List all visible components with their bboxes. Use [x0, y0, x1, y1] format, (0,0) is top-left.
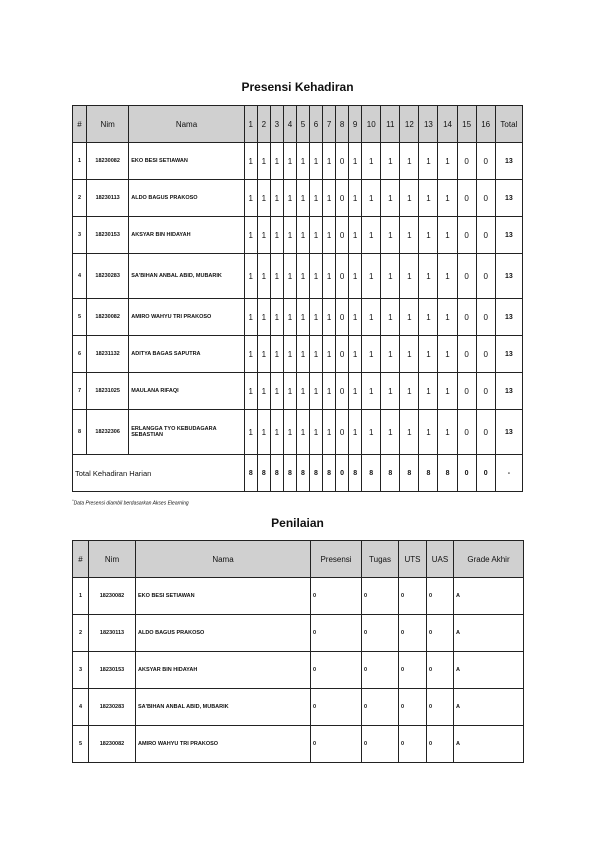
presensi-header-cell: 1 — [244, 106, 257, 143]
penilaian-header-cell: Grade Akhir — [454, 541, 524, 578]
score-uas: 0 — [427, 726, 454, 763]
attendance-cell: 1 — [381, 410, 400, 455]
presensi-row — [73, 254, 523, 299]
row-number: 4 — [73, 254, 87, 299]
attendance-cell: 1 — [270, 180, 283, 217]
attendance-cell: 0 — [457, 299, 476, 336]
penilaian-row — [73, 726, 524, 763]
attendance-cell: 1 — [349, 143, 362, 180]
attendance-cell: 1 — [438, 217, 457, 254]
attendance-cell: 0 — [336, 143, 349, 180]
presensi-header-cell: 14 — [438, 106, 457, 143]
daily-total-cell: 0 — [476, 455, 495, 492]
attendance-cell: 1 — [270, 217, 283, 254]
attendance-cell: 1 — [362, 180, 381, 217]
attendance-cell: 0 — [457, 373, 476, 410]
student-name: AMIRO WAHYU TRI PRAKOSO — [129, 299, 245, 336]
attendance-cell: 0 — [336, 373, 349, 410]
row-number: 4 — [73, 689, 89, 726]
row-number: 5 — [73, 299, 87, 336]
presensi-row — [73, 217, 523, 254]
attendance-cell: 1 — [438, 254, 457, 299]
daily-total-cell: 8 — [362, 455, 381, 492]
attendance-cell: 1 — [309, 410, 322, 455]
attendance-cell: 1 — [309, 373, 322, 410]
attendance-cell: 1 — [323, 143, 336, 180]
student-name: ALDO BAGUS PRAKOSO — [129, 180, 245, 217]
presensi-row — [73, 410, 523, 455]
presensi-header-cell: 3 — [270, 106, 283, 143]
attendance-cell: 1 — [244, 254, 257, 299]
attendance-cell: 1 — [438, 299, 457, 336]
attendance-cell: 1 — [438, 180, 457, 217]
attendance-cell: 0 — [457, 143, 476, 180]
attendance-cell: 1 — [283, 254, 296, 299]
daily-total-cell: 0 — [336, 455, 349, 492]
penilaian-row — [73, 652, 524, 689]
attendance-cell: 0 — [457, 254, 476, 299]
daily-total-cell: 8 — [309, 455, 322, 492]
attendance-cell: 1 — [419, 299, 438, 336]
daily-total-cell: 8 — [349, 455, 362, 492]
presensi-row — [73, 299, 523, 336]
attendance-cell: 1 — [323, 217, 336, 254]
attendance-cell: 1 — [419, 254, 438, 299]
penilaian-row — [73, 689, 524, 726]
student-name: EKO BESI SETIAWAN — [136, 578, 311, 615]
daily-total-cell: 8 — [257, 455, 270, 492]
student-nim: 18230082 — [89, 726, 136, 763]
penilaian-table — [72, 540, 524, 763]
row-number: 3 — [73, 652, 89, 689]
attendance-cell: 0 — [457, 336, 476, 373]
score-uts: 0 — [399, 652, 427, 689]
score-tugas: 0 — [362, 726, 399, 763]
daily-total-cell: 8 — [323, 455, 336, 492]
attendance-cell: 1 — [438, 143, 457, 180]
attendance-cell: 1 — [296, 299, 309, 336]
attendance-cell: 1 — [296, 373, 309, 410]
student-name: SA'BIHAN ANBAL ABID, MUBARIK — [136, 689, 311, 726]
score-uas: 0 — [427, 652, 454, 689]
attendance-cell: 1 — [270, 299, 283, 336]
student-nim: 18230082 — [87, 299, 129, 336]
attendance-total: 13 — [495, 217, 522, 254]
attendance-cell: 1 — [296, 217, 309, 254]
presensi-header-cell: Nama — [129, 106, 245, 143]
attendance-cell: 1 — [362, 410, 381, 455]
daily-total-cell: 8 — [419, 455, 438, 492]
attendance-cell: 1 — [283, 143, 296, 180]
attendance-cell: 1 — [419, 180, 438, 217]
attendance-total: 13 — [495, 299, 522, 336]
attendance-cell: 0 — [336, 410, 349, 455]
attendance-cell: 1 — [244, 143, 257, 180]
attendance-cell: 1 — [438, 373, 457, 410]
presensi-note-text: Data Presensi diambil berdasarkan Akses Elearning — [73, 500, 189, 507]
final-grade: A — [454, 615, 524, 652]
daily-total-overall: - — [495, 455, 522, 492]
presensi-header-cell: 9 — [349, 106, 362, 143]
attendance-cell: 1 — [362, 217, 381, 254]
student-nim: 18230283 — [89, 689, 136, 726]
presensi-header-cell: 2 — [257, 106, 270, 143]
attendance-cell: 1 — [257, 410, 270, 455]
student-nim: 18230153 — [89, 652, 136, 689]
daily-total-cell: 8 — [283, 455, 296, 492]
penilaian-row — [73, 615, 524, 652]
attendance-cell: 1 — [309, 336, 322, 373]
attendance-total: 13 — [495, 336, 522, 373]
attendance-cell: 1 — [257, 373, 270, 410]
score-uts: 0 — [399, 726, 427, 763]
attendance-cell: 0 — [336, 180, 349, 217]
presensi-header-row — [73, 106, 523, 143]
presensi-header-cell: Nim — [87, 106, 129, 143]
score-presensi: 0 — [311, 578, 362, 615]
attendance-cell: 0 — [476, 254, 495, 299]
presensi-footer-row — [73, 455, 523, 492]
score-tugas: 0 — [362, 689, 399, 726]
presensi-header-cell: 10 — [362, 106, 381, 143]
presensi-header-cell: 5 — [296, 106, 309, 143]
student-name: ERLANGGA TYO KEBUDAGARA SEBASTIAN — [129, 410, 245, 455]
row-number: 1 — [73, 578, 89, 615]
attendance-cell: 1 — [283, 410, 296, 455]
daily-total-cell: 0 — [457, 455, 476, 492]
score-presensi: 0 — [311, 615, 362, 652]
presensi-note: *Data Presensi diambil berdasarkan Akses Elearning — [72, 498, 189, 507]
attendance-cell: 1 — [349, 254, 362, 299]
attendance-cell: 1 — [323, 336, 336, 373]
attendance-cell: 1 — [270, 143, 283, 180]
presensi-header-cell: Total — [495, 106, 522, 143]
attendance-cell: 0 — [336, 254, 349, 299]
penilaian-header-cell: Presensi — [311, 541, 362, 578]
daily-total-label: Total Kehadiran Harian — [73, 455, 245, 492]
presensi-header-cell: 13 — [419, 106, 438, 143]
attendance-cell: 1 — [244, 180, 257, 217]
final-grade: A — [454, 652, 524, 689]
score-uas: 0 — [427, 689, 454, 726]
attendance-cell: 1 — [381, 336, 400, 373]
row-number: 6 — [73, 336, 87, 373]
attendance-cell: 1 — [296, 180, 309, 217]
student-nim: 18230082 — [87, 143, 129, 180]
final-grade: A — [454, 689, 524, 726]
attendance-cell: 1 — [381, 373, 400, 410]
score-uts: 0 — [399, 689, 427, 726]
student-name: ADITYA BAGAS SAPUTRA — [129, 336, 245, 373]
row-number: 5 — [73, 726, 89, 763]
attendance-cell: 1 — [400, 410, 419, 455]
attendance-cell: 1 — [309, 254, 322, 299]
attendance-cell: 1 — [400, 180, 419, 217]
student-nim: 18231025 — [87, 373, 129, 410]
student-name: MAULANA RIFAQI — [129, 373, 245, 410]
attendance-total: 13 — [495, 180, 522, 217]
daily-total-cell: 8 — [270, 455, 283, 492]
attendance-cell: 1 — [257, 217, 270, 254]
attendance-cell: 0 — [457, 180, 476, 217]
attendance-cell: 1 — [323, 410, 336, 455]
attendance-cell: 0 — [336, 217, 349, 254]
attendance-cell: 1 — [323, 373, 336, 410]
attendance-cell: 1 — [323, 254, 336, 299]
attendance-cell: 1 — [349, 180, 362, 217]
attendance-cell: 1 — [296, 143, 309, 180]
attendance-cell: 1 — [270, 410, 283, 455]
penilaian-header-cell: # — [73, 541, 89, 578]
score-tugas: 0 — [362, 652, 399, 689]
attendance-cell: 1 — [257, 254, 270, 299]
penilaian-header-cell: UAS — [427, 541, 454, 578]
score-uts: 0 — [399, 615, 427, 652]
attendance-cell: 0 — [476, 299, 495, 336]
presensi-row — [73, 336, 523, 373]
attendance-cell: 1 — [283, 336, 296, 373]
attendance-cell: 1 — [419, 217, 438, 254]
attendance-cell: 1 — [309, 180, 322, 217]
attendance-cell: 1 — [400, 299, 419, 336]
attendance-cell: 1 — [419, 373, 438, 410]
attendance-cell: 1 — [400, 254, 419, 299]
score-presensi: 0 — [311, 652, 362, 689]
presensi-title: Presensi Kehadiran — [241, 80, 354, 94]
student-nim: 18232306 — [87, 410, 129, 455]
attendance-cell: 0 — [336, 299, 349, 336]
row-number: 2 — [73, 180, 87, 217]
penilaian-header-cell: UTS — [399, 541, 427, 578]
row-number: 1 — [73, 143, 87, 180]
student-name: AKSYAR BIN HIDAYAH — [129, 217, 245, 254]
attendance-cell: 1 — [270, 373, 283, 410]
attendance-cell: 1 — [283, 299, 296, 336]
score-presensi: 0 — [311, 689, 362, 726]
attendance-cell: 1 — [362, 143, 381, 180]
presensi-header-cell: 12 — [400, 106, 419, 143]
penilaian-header-cell: Tugas — [362, 541, 399, 578]
attendance-cell: 1 — [244, 299, 257, 336]
attendance-cell: 1 — [362, 299, 381, 336]
attendance-cell: 1 — [400, 336, 419, 373]
attendance-cell: 1 — [400, 373, 419, 410]
attendance-cell: 1 — [419, 410, 438, 455]
attendance-cell: 1 — [362, 373, 381, 410]
score-tugas: 0 — [362, 615, 399, 652]
attendance-total: 13 — [495, 254, 522, 299]
student-nim: 18230082 — [89, 578, 136, 615]
presensi-row — [73, 143, 523, 180]
final-grade: A — [454, 578, 524, 615]
daily-total-cell: 8 — [381, 455, 400, 492]
attendance-cell: 0 — [336, 336, 349, 373]
attendance-cell: 0 — [476, 217, 495, 254]
attendance-cell: 1 — [400, 143, 419, 180]
student-name: EKO BESI SETIAWAN — [129, 143, 245, 180]
attendance-cell: 1 — [419, 143, 438, 180]
row-number: 2 — [73, 615, 89, 652]
daily-total-cell: 8 — [244, 455, 257, 492]
penilaian-row — [73, 578, 524, 615]
attendance-cell: 1 — [381, 217, 400, 254]
score-uas: 0 — [427, 578, 454, 615]
attendance-cell: 1 — [419, 336, 438, 373]
student-nim: 18231132 — [87, 336, 129, 373]
attendance-cell: 1 — [349, 373, 362, 410]
attendance-cell: 1 — [438, 336, 457, 373]
student-nim: 18230113 — [87, 180, 129, 217]
attendance-cell: 1 — [309, 299, 322, 336]
attendance-cell: 1 — [296, 410, 309, 455]
attendance-cell: 1 — [323, 299, 336, 336]
student-nim: 18230153 — [87, 217, 129, 254]
student-nim: 18230283 — [87, 254, 129, 299]
attendance-total: 13 — [495, 373, 522, 410]
penilaian-header-row — [73, 541, 524, 578]
attendance-cell: 0 — [476, 373, 495, 410]
attendance-cell: 1 — [381, 299, 400, 336]
score-presensi: 0 — [311, 726, 362, 763]
row-number: 7 — [73, 373, 87, 410]
attendance-cell: 1 — [362, 336, 381, 373]
attendance-cell: 1 — [244, 336, 257, 373]
final-grade: A — [454, 726, 524, 763]
presensi-row — [73, 180, 523, 217]
attendance-cell: 1 — [323, 180, 336, 217]
attendance-cell: 1 — [244, 373, 257, 410]
penilaian-header-cell: Nama — [136, 541, 311, 578]
attendance-cell: 1 — [244, 217, 257, 254]
attendance-cell: 1 — [438, 410, 457, 455]
attendance-cell: 1 — [296, 254, 309, 299]
presensi-header-cell: 7 — [323, 106, 336, 143]
row-number: 8 — [73, 410, 87, 455]
attendance-cell: 1 — [283, 180, 296, 217]
attendance-cell: 1 — [257, 299, 270, 336]
attendance-cell: 1 — [283, 373, 296, 410]
student-name: SA'BIHAN ANBAL ABID, MUBARIK — [129, 254, 245, 299]
attendance-cell: 0 — [476, 180, 495, 217]
student-name: ALDO BAGUS PRAKOSO — [136, 615, 311, 652]
presensi-header-cell: 8 — [336, 106, 349, 143]
attendance-cell: 1 — [309, 217, 322, 254]
attendance-cell: 0 — [457, 410, 476, 455]
attendance-cell: 1 — [349, 217, 362, 254]
attendance-cell: 1 — [257, 336, 270, 373]
attendance-cell: 1 — [362, 254, 381, 299]
presensi-header-cell: # — [73, 106, 87, 143]
attendance-total: 13 — [495, 143, 522, 180]
attendance-cell: 1 — [400, 217, 419, 254]
attendance-cell: 1 — [270, 336, 283, 373]
daily-total-cell: 8 — [400, 455, 419, 492]
attendance-total: 13 — [495, 410, 522, 455]
presensi-table — [72, 105, 523, 492]
attendance-cell: 1 — [283, 217, 296, 254]
attendance-cell: 1 — [381, 180, 400, 217]
attendance-cell: 0 — [476, 143, 495, 180]
attendance-cell: 1 — [349, 410, 362, 455]
attendance-cell: 0 — [476, 410, 495, 455]
attendance-cell: 1 — [309, 143, 322, 180]
score-uas: 0 — [427, 615, 454, 652]
attendance-cell: 1 — [244, 410, 257, 455]
presensi-row — [73, 373, 523, 410]
student-name: AKSYAR BIN HIDAYAH — [136, 652, 311, 689]
attendance-cell: 0 — [476, 336, 495, 373]
score-tugas: 0 — [362, 578, 399, 615]
attendance-cell: 1 — [257, 180, 270, 217]
score-uts: 0 — [399, 578, 427, 615]
attendance-cell: 1 — [296, 336, 309, 373]
penilaian-header-cell: Nim — [89, 541, 136, 578]
presensi-header-cell: 4 — [283, 106, 296, 143]
attendance-cell: 1 — [349, 299, 362, 336]
presensi-header-cell: 15 — [457, 106, 476, 143]
attendance-cell: 0 — [457, 217, 476, 254]
presensi-header-cell: 11 — [381, 106, 400, 143]
attendance-cell: 1 — [381, 143, 400, 180]
student-name: AMIRO WAHYU TRI PRAKOSO — [136, 726, 311, 763]
penilaian-title: Penilaian — [271, 516, 324, 530]
attendance-cell: 1 — [349, 336, 362, 373]
student-nim: 18230113 — [89, 615, 136, 652]
attendance-cell: 1 — [381, 254, 400, 299]
attendance-cell: 1 — [270, 254, 283, 299]
row-number: 3 — [73, 217, 87, 254]
daily-total-cell: 8 — [438, 455, 457, 492]
daily-total-cell: 8 — [296, 455, 309, 492]
attendance-cell: 1 — [257, 143, 270, 180]
presensi-header-cell: 6 — [309, 106, 322, 143]
presensi-header-cell: 16 — [476, 106, 495, 143]
